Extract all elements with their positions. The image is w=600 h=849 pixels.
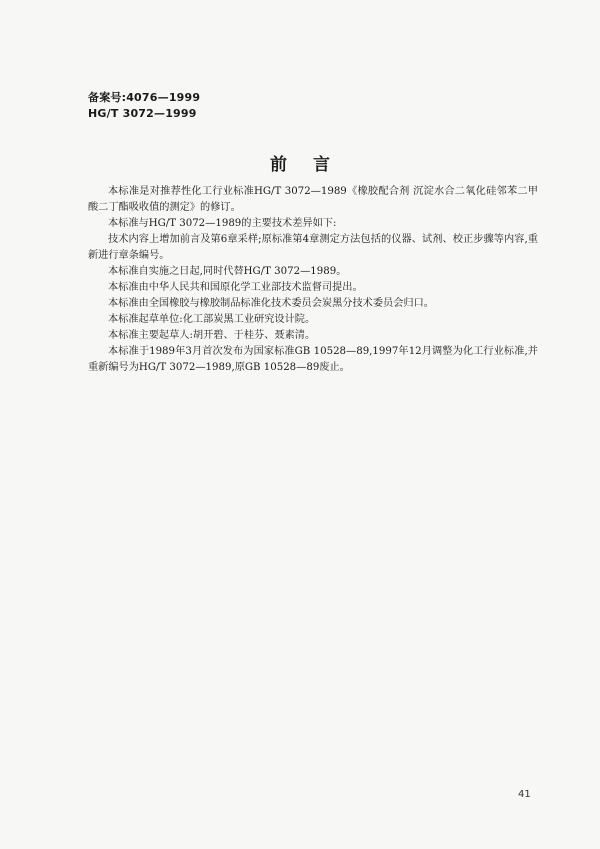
paragraph-technical-changes: 技术内容上增加前言及第6章采样;原标准第4章测定方法包括的仪器、试剂、校正步骤等内容,重新进行章条编号。 <box>88 234 538 261</box>
paragraph-drafters: 本标准主要起草人:胡开碧、于桂芬、聂素清。 <box>108 330 316 341</box>
page-number: 41 <box>518 789 531 800</box>
paragraph-managed-by: 本标准由全国橡胶与橡胶制品标准化技术委员会炭黑分技术委员会归口。 <box>108 298 434 309</box>
page-title: 前言 <box>270 155 356 175</box>
paragraph-history: 本标准于1989年3月首次发布为国家标准GB 10528—89,1997年12月调整为化工行业标准,并重新编号为HG/T 3072—1989,原GB 10528—89废止。 <box>88 346 538 373</box>
foreword-body <box>88 184 538 376</box>
record-number: 备案号:4076—1999 <box>88 91 201 104</box>
document-header <box>88 90 200 122</box>
paragraph-proposed-by: 本标准由中华人民共和国原化学工业部技术监督司提出。 <box>108 282 363 293</box>
paragraph-replacement: 本标准自实施之日起,同时代替HG/T 3072—1989。 <box>108 266 347 277</box>
standard-number: HG/T 3072—1999 <box>88 107 197 120</box>
paragraph-drafting-unit: 本标准起草单位:化工部炭黑工业研究设计院。 <box>108 314 316 325</box>
paragraph-revision: 本标准是对推荐性化工行业标准HG/T 3072—1989《橡胶配合剂 沉淀水合二氧化硅邻苯二甲酸二丁酯吸收值的测定》的修订。 <box>88 186 538 213</box>
paragraph-differences-intro: 本标准与HG/T 3072—1989的主要技术差异如下: <box>108 218 337 229</box>
